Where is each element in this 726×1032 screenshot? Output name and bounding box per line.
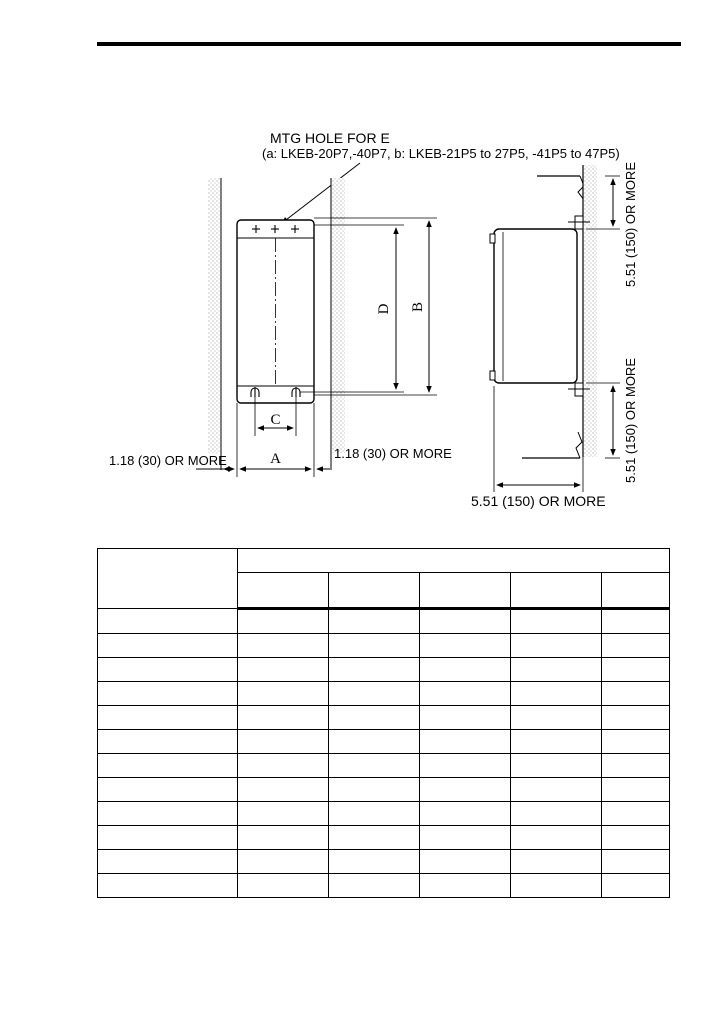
value-cell [420, 634, 511, 658]
unit-side-knob-bottom [490, 371, 495, 380]
table-row [98, 730, 670, 754]
value-cell [420, 802, 511, 826]
table-row [98, 634, 670, 658]
value-cell [329, 802, 420, 826]
table-row [98, 754, 670, 778]
value-cell [602, 682, 670, 706]
model-cell [98, 706, 238, 730]
model-cell [98, 730, 238, 754]
dimensions-table [97, 548, 670, 898]
value-cell [511, 609, 602, 634]
model-header-cell [98, 549, 238, 609]
value-cell [238, 850, 329, 874]
mtg-hole-detail: (a: LKEB-20P7,-40P7, b: LKEB-21P5 to 27P5, -41P5 to 47P5) [262, 146, 620, 161]
value-cell [329, 850, 420, 874]
value-cell [511, 730, 602, 754]
mtg-hole-leader [282, 163, 360, 223]
model-cell [98, 609, 238, 634]
value-cell [511, 850, 602, 874]
model-cell [98, 826, 238, 850]
mtg-hole-title: MTG HOLE FOR E [270, 130, 390, 146]
model-cell [98, 634, 238, 658]
top-clearance-label: 5.51 (150) OR MORE [623, 162, 638, 287]
value-cell [511, 802, 602, 826]
value-cell [602, 730, 670, 754]
column-header-e [602, 573, 670, 609]
value-cell [329, 609, 420, 634]
value-cell [420, 778, 511, 802]
table-row [98, 850, 670, 874]
value-cell [602, 850, 670, 874]
value-cell [238, 754, 329, 778]
value-cell [329, 778, 420, 802]
value-cell [238, 634, 329, 658]
value-cell [602, 658, 670, 682]
model-cell [98, 874, 238, 898]
value-cell [420, 706, 511, 730]
bottom-clearance-label: 5.51 (150) OR MORE [623, 358, 638, 483]
model-cell [98, 778, 238, 802]
left-wall-hatch [208, 178, 221, 453]
value-cell [511, 874, 602, 898]
value-cell [329, 826, 420, 850]
value-cell [329, 754, 420, 778]
model-cell [98, 802, 238, 826]
value-cell [602, 706, 670, 730]
dimension-group-header-cell [238, 549, 670, 573]
value-cell [329, 706, 420, 730]
value-cell [420, 730, 511, 754]
value-cell [238, 874, 329, 898]
dim-a-label: A [270, 451, 281, 467]
value-cell [238, 658, 329, 682]
value-cell [511, 754, 602, 778]
model-cell [98, 754, 238, 778]
column-header-d [511, 573, 602, 609]
value-cell [511, 826, 602, 850]
value-cell [420, 826, 511, 850]
value-cell [420, 850, 511, 874]
model-cell [98, 658, 238, 682]
value-cell [238, 706, 329, 730]
value-cell [602, 634, 670, 658]
dim-b-label: B [410, 301, 426, 313]
value-cell [238, 609, 329, 634]
unit-side-knob-top [490, 234, 495, 243]
value-cell [602, 778, 670, 802]
value-cell [238, 682, 329, 706]
value-cell [238, 802, 329, 826]
table-row [98, 658, 670, 682]
value-cell [329, 682, 420, 706]
table-row [98, 778, 670, 802]
table-row [98, 609, 670, 634]
value-cell [420, 874, 511, 898]
column-header-b [329, 573, 420, 609]
table-row [98, 874, 670, 898]
left-clearance-label: 1.18 (30) OR MORE [109, 453, 227, 468]
value-cell [329, 874, 420, 898]
value-cell [511, 658, 602, 682]
model-cell [98, 682, 238, 706]
value-cell [420, 658, 511, 682]
value-cell [329, 658, 420, 682]
value-cell [511, 778, 602, 802]
model-cell [98, 850, 238, 874]
value-cell [329, 730, 420, 754]
value-cell [511, 682, 602, 706]
value-cell [420, 609, 511, 634]
right-clearance-label: 1.18 (30) OR MORE [334, 446, 452, 461]
value-cell [511, 706, 602, 730]
front-clearance-label: 5.51 (150) OR MORE [471, 493, 606, 509]
value-cell [602, 802, 670, 826]
value-cell [238, 826, 329, 850]
dim-c-label: C [270, 412, 281, 428]
table-row [98, 706, 670, 730]
unit-side-outline [494, 229, 577, 383]
value-cell [420, 682, 511, 706]
value-cell [602, 826, 670, 850]
right-wall-hatch [331, 178, 345, 453]
table-row [98, 826, 670, 850]
value-cell [238, 778, 329, 802]
value-cell [238, 730, 329, 754]
dim-d-label: D [376, 303, 392, 315]
column-header-a [238, 573, 329, 609]
mounting-wall-hatch [583, 165, 597, 457]
value-cell [602, 609, 670, 634]
table-header-row-1 [98, 549, 670, 573]
column-header-c [420, 573, 511, 609]
value-cell [602, 874, 670, 898]
table-row [98, 682, 670, 706]
value-cell [420, 754, 511, 778]
table-row [98, 802, 670, 826]
bottom-break-mark [576, 432, 582, 458]
value-cell [329, 634, 420, 658]
value-cell [602, 754, 670, 778]
value-cell [511, 634, 602, 658]
